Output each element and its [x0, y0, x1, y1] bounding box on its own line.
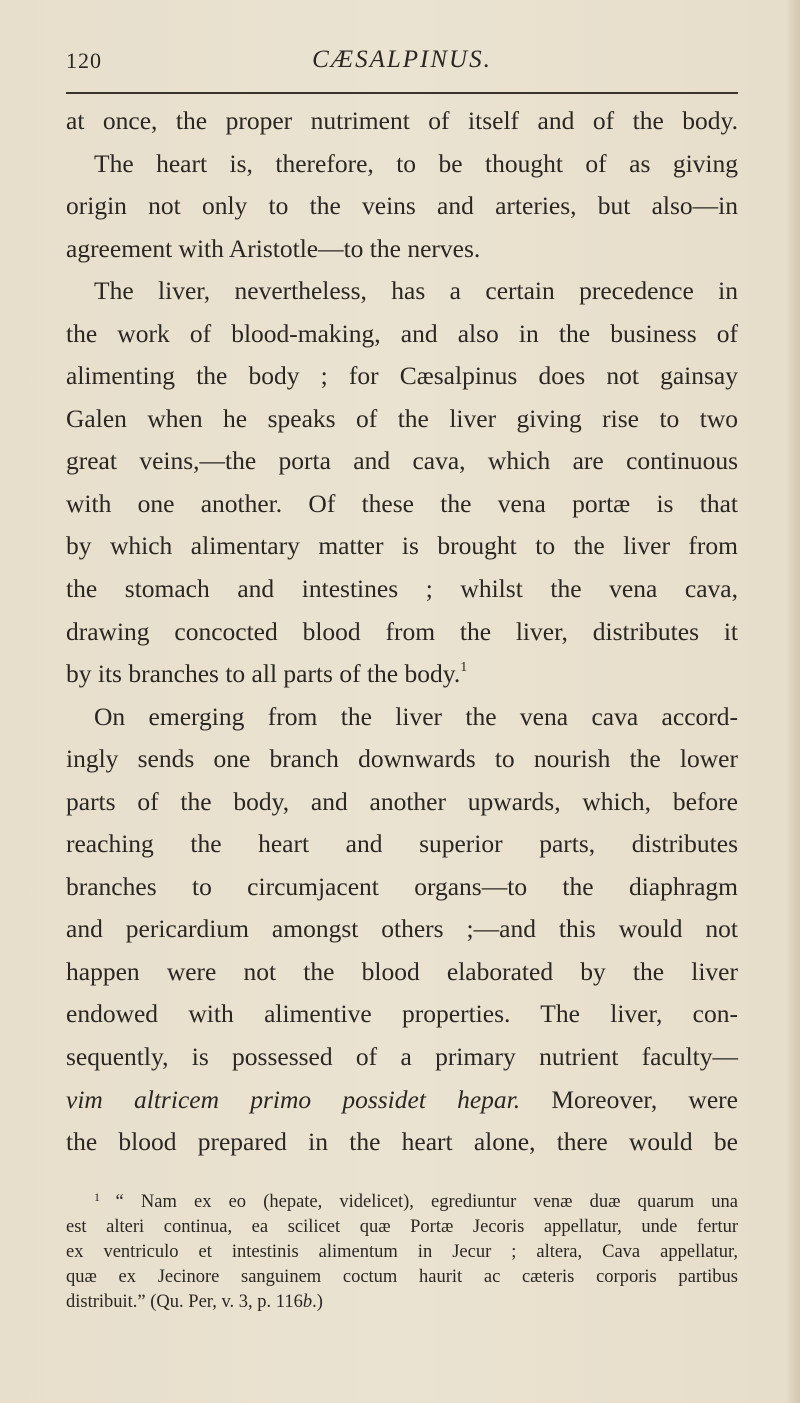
running-title: CÆSALPINUS.: [312, 46, 492, 73]
text-line: [66, 653, 738, 696]
line-text: drawing concocted blood from the liver, distributes it: [66, 616, 738, 646]
line-text: Galen when he speaks of the liver giving rise to two: [66, 403, 738, 433]
text-line: [66, 738, 738, 781]
text-line: [66, 823, 738, 866]
footnote-end: .): [312, 1292, 323, 1312]
text-line: [66, 228, 738, 271]
header-rule: [66, 92, 738, 94]
folio-side: b: [302, 1292, 313, 1312]
footnote-text: “ Nam ex eo (hepate, videlicet), egrediuntur venæ duæ quarum una: [115, 1192, 738, 1212]
text-line: [66, 355, 738, 398]
line-text: Moreover, were: [520, 1084, 738, 1114]
line-text: sequently, is possessed of a primary nutrient faculty—: [66, 1042, 738, 1072]
text-line: [66, 1079, 738, 1122]
line-text: endowed with alimentive properties. The liver, con-: [66, 999, 738, 1029]
text-line: [66, 568, 738, 611]
line-text: the work of blood-making, and also in the business of: [66, 318, 738, 348]
body-text: [66, 100, 738, 1164]
footnote-line: [66, 1290, 738, 1315]
line-text: The heart is, therefore, to be thought of as giving: [94, 148, 738, 178]
footnote-line: [66, 1240, 738, 1265]
line-text: ingly sends one branch downwards to nourish the lower: [66, 744, 738, 774]
page-edge-shadow: [786, 0, 800, 1403]
text-line: [66, 908, 738, 951]
text-line: [66, 993, 738, 1036]
footnote-reference[interactable]: 1: [460, 660, 468, 676]
footnote-line: [66, 1265, 738, 1290]
line-text: agreement with Aristotle—to the nerves.: [66, 233, 481, 263]
text-line: [66, 398, 738, 441]
line-text: the stomach and intestines ; whilst the vena cava,: [66, 574, 738, 604]
text-line: [66, 781, 738, 824]
line-text: with one another. Of these the vena portæ is that: [66, 488, 738, 518]
text-line: [66, 866, 738, 909]
line-text: branches to circumjacent organs—to the diaphragm: [66, 871, 738, 901]
text-line: [66, 313, 738, 356]
line-text: and pericardium amongst others ;—and this would not: [66, 914, 738, 944]
footnote-text: quæ ex Jecinore sanguinem coctum haurit ac cæteris corporis partibus: [66, 1267, 738, 1287]
line-text: great veins,—the porta and cava, which are continuous: [66, 446, 738, 476]
line-text: reaching the heart and superior parts, distributes: [66, 829, 738, 859]
line-text: alimenting the body ; for Cæsalpinus does not gainsay: [66, 361, 738, 391]
latin-phrase: vim altricem primo possidet hepar.: [66, 1084, 521, 1114]
line-text: happen were not the blood elaborated by the liver: [66, 956, 738, 986]
text-line: [66, 270, 738, 313]
text-line: [66, 143, 738, 186]
line-text: by which alimentary matter is brought to the liver from: [66, 531, 738, 561]
footnote-marker: 1: [94, 1190, 116, 1204]
text-line: [66, 483, 738, 526]
page-number: 120: [66, 48, 102, 73]
line-text: origin not only to the veins and arteries, but also—in: [66, 191, 738, 221]
text-line: [66, 185, 738, 228]
line-text: The liver, nevertheless, has a certain precedence in: [94, 276, 738, 306]
page-header: [66, 46, 738, 90]
text-line: [66, 525, 738, 568]
line-text: by its branches to all parts of the body.: [66, 659, 461, 689]
line-text: On emerging from the liver the vena cava accord-: [94, 701, 738, 731]
text-line: [66, 1036, 738, 1079]
footnote-text: est alteri continua, ea scilicet quæ Portæ Jecoris appellatur, unde fertur: [66, 1217, 738, 1237]
line-text: at once, the proper nutriment of itself and of the body.: [66, 106, 738, 135]
line-text: the blood prepared in the heart alone, there would be: [66, 1127, 738, 1157]
line-text: parts of the body, and another upwards, which, before: [66, 786, 738, 816]
footnote-line: [66, 1215, 738, 1240]
text-line: [66, 1121, 738, 1164]
footnote: [66, 1190, 738, 1315]
footnote-text: distribuit.” (Qu. Per, v. 3, p. 116: [66, 1292, 303, 1312]
text-line: [66, 440, 738, 483]
text-line: [66, 100, 738, 143]
footnote-text: ex ventriculo et intestinis alimentum in Jecur ; altera, Cava appellatur,: [66, 1242, 738, 1262]
text-line: [66, 951, 738, 994]
text-line: [66, 611, 738, 654]
footnote-line: [66, 1190, 738, 1215]
text-line: [66, 696, 738, 739]
